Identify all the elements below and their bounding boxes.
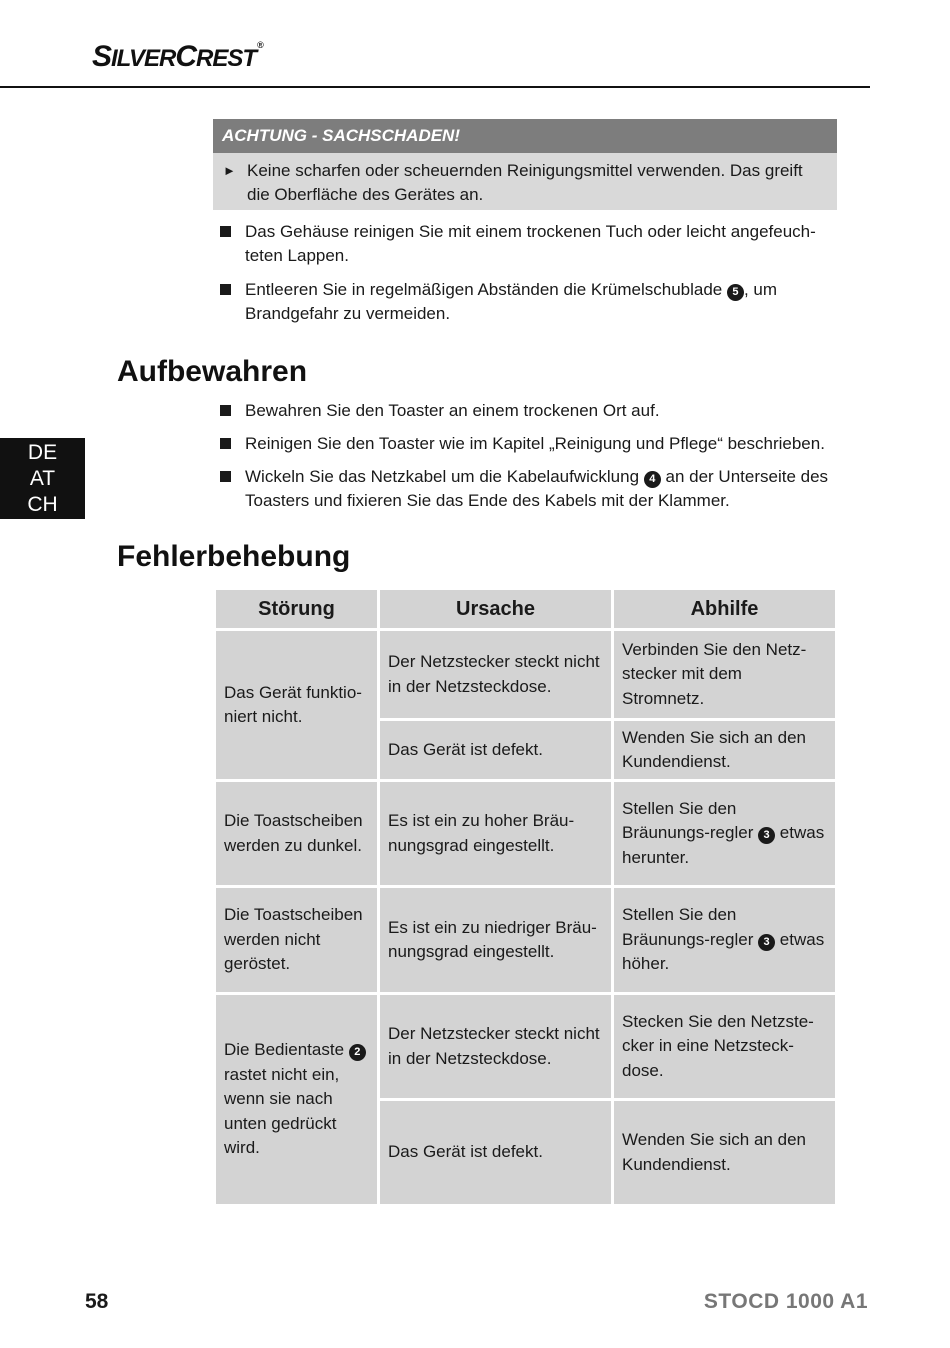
cause-cell: Es ist ein zu hoher Bräu-nungsgrad eingestellt.: [379, 781, 613, 887]
column-header: Störung: [215, 589, 379, 630]
number-badge-icon: 3: [758, 827, 775, 844]
remedy-cell: Wenden Sie sich an den Kundendienst.: [613, 1100, 837, 1206]
language-code: AT: [29, 467, 56, 490]
table-row: [215, 887, 837, 994]
list-item: [219, 399, 844, 423]
brand-letters: ILVER: [111, 45, 176, 72]
table-header-row: [215, 589, 837, 630]
square-bullet-icon: [220, 284, 231, 295]
cause-cell: Der Netzstecker steckt nicht in der Netzsteckdose.: [379, 630, 613, 720]
storage-list: [219, 399, 844, 512]
remedy-cell: Wenden Sie sich an den Kundendienst.: [613, 720, 837, 781]
remedy-cell: [613, 781, 837, 887]
brand-letter: S: [92, 40, 112, 73]
language-tab: [0, 438, 85, 519]
remedy-text: etwas herunter.: [622, 823, 825, 867]
problem-cell: [215, 994, 379, 1206]
warning-title: ACHTUNG - SACHSCHADEN!: [213, 119, 837, 153]
table-row: [215, 630, 837, 720]
cause-cell: Es ist ein zu niedriger Bräu-nungsgrad eingestellt.: [379, 887, 613, 994]
language-code: CH: [27, 493, 58, 516]
warning-body: [213, 153, 837, 210]
page-number: 58: [85, 1290, 109, 1313]
square-bullet-icon: [220, 226, 231, 237]
problem-text: rastet nicht ein, wenn sie nach unten gedrückt wird.: [224, 1064, 340, 1158]
square-bullet-icon: [220, 438, 231, 449]
list-item-text: Bewahren Sie den Toaster an einem trockenen Ort auf.: [245, 401, 660, 420]
cause-cell: Der Netzstecker steckt nicht in der Netzsteckdose.: [379, 994, 613, 1100]
list-item-text: Entleeren Sie in regelmäßigen Abständen die Krümelschublade: [245, 280, 727, 299]
number-badge-icon: 5: [727, 284, 744, 301]
troubleshooting-table: [213, 587, 838, 1207]
number-badge-icon: 3: [758, 934, 775, 951]
list-item: [219, 220, 844, 267]
section-heading-troubleshooting: Fehlerbehebung: [117, 540, 351, 573]
remedy-text: etwas höher.: [622, 929, 825, 974]
brand-letter: C: [175, 40, 197, 73]
cause-cell: Das Gerät ist defekt.: [379, 720, 613, 781]
section-heading-storage: Aufbewahren: [117, 355, 308, 388]
problem-cell: Die Toastscheiben werden zu dunkel.: [215, 781, 379, 887]
column-header: Ursache: [379, 589, 613, 630]
list-item-text: , um Brandgefahr zu vermeiden.: [245, 280, 778, 323]
list-item-text: Wickeln Sie das Netzkabel um die Kabelaufwicklung: [245, 467, 644, 486]
remedy-cell: Stecken Sie den Netzste-cker in eine Netzsteck-dose.: [613, 994, 837, 1100]
remedy-cell: [613, 887, 837, 994]
table-row: [215, 781, 837, 887]
cause-cell: Das Gerät ist defekt.: [379, 1100, 613, 1206]
warning-box: [213, 119, 837, 210]
trademark-symbol: ®: [257, 40, 263, 50]
warning-text: Keine scharfen oder scheuernden Reinigungsmittel verwenden. Das greift die Oberfläche des Gerätes an.: [247, 161, 803, 204]
problem-text: Die Bedientaste: [224, 1040, 349, 1060]
cleaning-list: [219, 220, 844, 325]
table-row: [215, 994, 837, 1100]
column-header: Abhilfe: [613, 589, 837, 630]
list-item: [219, 432, 844, 456]
list-item: [219, 465, 844, 512]
list-item-text: an der Unterseite des Toasters und fixieren Sie das Ende des Kabels mit der Klammer.: [245, 467, 829, 510]
language-code: DE: [27, 441, 58, 464]
problem-cell: Das Gerät funktio-niert nicht.: [215, 630, 379, 781]
remedy-text: Stellen Sie den Bräunungs-regler: [622, 905, 759, 949]
remedy-text: Stellen Sie den Bräunungs-regler: [622, 798, 759, 843]
number-badge-icon: 2: [349, 1044, 366, 1061]
number-badge-icon: 4: [644, 471, 661, 488]
brand-logo: [92, 40, 263, 74]
square-bullet-icon: [220, 471, 231, 482]
problem-cell: Die Toastscheiben werden nicht geröstet.: [215, 887, 379, 994]
list-item-text: Reinigen Sie den Toaster wie im Kapitel „Reinigung und Pflege“ beschrieben.: [245, 433, 825, 453]
brand-letters: REST: [196, 45, 257, 72]
list-item-text: Das Gehäuse reinigen Sie mit einem trockenen Tuch oder leicht angefeuch-teten Lappen.: [245, 222, 816, 265]
model-number: STOCD 1000 A1: [703, 1290, 868, 1313]
header-rule: [0, 86, 870, 88]
square-bullet-icon: [220, 405, 231, 416]
remedy-cell: Verbinden Sie den Netz-stecker mit dem Stromnetz.: [613, 630, 837, 720]
arrow-right-icon: ►: [223, 163, 236, 178]
list-item: [219, 278, 844, 325]
